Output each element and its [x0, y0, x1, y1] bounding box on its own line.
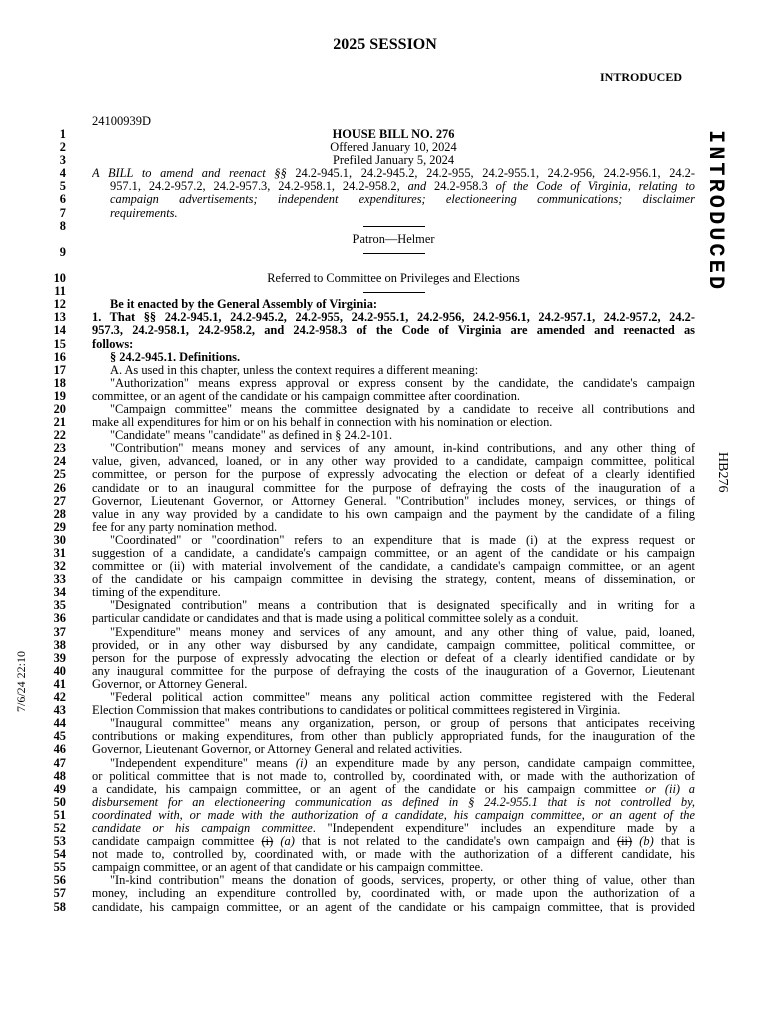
- text-segment: an expenditure made by any person, candidate campaign committee,: [307, 756, 695, 770]
- line-number: 8: [59, 218, 66, 233]
- text-segment: (ii): [616, 835, 633, 849]
- bill-line: [36, 141, 696, 154]
- bill-line: [36, 193, 696, 206]
- line-number: 45: [53, 729, 66, 744]
- line-text: committee, or person for the purpose of expressly advocating the election or defeat of a clearly identified: [92, 468, 695, 482]
- line-text: "In-kind contribution" means the donation of goods, services, property, or other thing of value, other than: [110, 874, 695, 888]
- bill-line: [36, 560, 696, 573]
- document-id: 24100939D: [92, 114, 152, 128]
- line-text: "Federal political action committee" means any political action committee registered with the Federal: [110, 691, 695, 705]
- line-text: Referred to Committee on Privileges and Elections: [267, 272, 520, 286]
- line-number: 57: [53, 886, 66, 901]
- text-segment: 24.2-958.3: [426, 180, 496, 194]
- line-number: 48: [53, 768, 66, 783]
- text-segment: 957.1, 24.2-957.2, 24.2-957.3, 24.2-958.1, 24.2-958.2,: [110, 180, 408, 194]
- bill-line: [36, 207, 696, 220]
- line-text: Governor, Lieutenant Governor, or Attorney General and related activities.: [92, 743, 463, 757]
- bill-line: [36, 809, 696, 822]
- line-number: 29: [53, 519, 66, 534]
- bill-line: [36, 639, 696, 652]
- bill-line: [36, 508, 696, 521]
- line-number: 17: [53, 362, 66, 377]
- line-number: 1: [59, 127, 66, 141]
- bill-line: [36, 691, 696, 704]
- line-number: 39: [53, 650, 66, 665]
- bill-line: [36, 586, 696, 599]
- bill-line: [36, 416, 696, 429]
- line-number: 14: [53, 323, 66, 338]
- line-number: 37: [53, 624, 66, 639]
- line-number: 46: [53, 742, 66, 757]
- bill-line: [36, 901, 696, 914]
- line-text: or political committee that is not made to, controlled by, coordinated with, or made with the authorization of: [92, 769, 695, 783]
- line-number: 54: [53, 847, 66, 862]
- text-segment: . "Independent expenditure" includes an expenditure made by a: [312, 821, 695, 835]
- separator-rule: [92, 285, 695, 298]
- line-text: committee or (ii) with material involvement of the candidate, a candidate's campaign committee, or an agent: [92, 560, 695, 574]
- line-text: "Campaign committee" means the committee designated by a candidate to receive all contributions and: [110, 402, 695, 416]
- line-number: 58: [53, 899, 66, 914]
- line-text: "Inaugural committee" means any organization, person, or group of persons that anticipates receiving: [110, 717, 695, 731]
- line-number: 44: [53, 716, 66, 731]
- line-text: HOUSE BILL NO. 276: [332, 128, 455, 141]
- bill-line: [36, 482, 696, 495]
- line-text: candidate or to an inaugural committee for the purpose of defraying the costs of the inauguration of a: [92, 481, 695, 495]
- bill-line: [36, 861, 696, 874]
- bill-line: [36, 521, 696, 534]
- line-text: "Contribution" means money and services of any amount, in-kind contributions, and any other thing of: [110, 442, 695, 456]
- bill-line: [36, 599, 696, 612]
- bill-line: [36, 128, 696, 141]
- line-text: value in any way provided by a candidate to his own campaign and the payment by the candidate of a filing: [92, 507, 695, 521]
- bill-line: [36, 743, 696, 756]
- line-text: [92, 167, 695, 180]
- line-number: 27: [53, 493, 66, 508]
- bill-line: [36, 887, 696, 900]
- line-number: 51: [53, 807, 66, 822]
- line-text: particular candidate or candidates and that is made using a political committee solely as a conduit.: [92, 612, 579, 626]
- bill-line: [36, 167, 696, 180]
- bill-line: [36, 730, 696, 743]
- bill-line: [36, 377, 696, 390]
- line-number: 21: [53, 415, 66, 430]
- bill-line: [36, 390, 696, 403]
- line-number: 15: [53, 336, 66, 351]
- bill-line: [36, 704, 696, 717]
- bill-line: [36, 770, 696, 783]
- session-header: 2025 SESSION: [333, 36, 437, 53]
- line-number: 40: [53, 663, 66, 678]
- bill-line: [36, 626, 696, 639]
- bill-line: [36, 757, 696, 770]
- text-segment: that is: [653, 835, 695, 849]
- line-text: [110, 757, 695, 770]
- line-number: 33: [53, 572, 66, 587]
- text-segment: (i): [295, 756, 308, 770]
- bill-text: [36, 128, 696, 914]
- bill-line: [36, 796, 696, 809]
- line-text: any inaugural committee for the purpose of defraying the costs of the inauguration of a Governor, Lieutenant: [92, 664, 695, 678]
- text-segment: a candidate, his campaign committee, or an agent of the candidate or his campaign committee: [92, 782, 646, 796]
- bill-line: [36, 311, 696, 324]
- line-text: "Designated contribution" means a contribution that is designated specifically and in writing for a: [110, 599, 695, 613]
- line-text: 1. That §§ 24.2-945.1, 24.2-945.2, 24.2-955, 24.2-955.1, 24.2-956, 24.2-956.1, 24.2-957.1, 24.2-957.2, 24.2-: [92, 311, 695, 325]
- bill-line: [36, 403, 696, 416]
- line-text: "Authorization" means express approval or express consent by the candidate, the candidate's campaign: [110, 376, 695, 390]
- text-segment: (i): [261, 835, 274, 849]
- line-number: 50: [53, 794, 66, 809]
- side-introduced-label: INTRODUCED: [703, 130, 728, 293]
- bill-line: [36, 495, 696, 508]
- line-number: 43: [53, 703, 66, 718]
- line-number: 49: [53, 781, 66, 796]
- line-text: Patron—Helmer: [352, 232, 435, 246]
- line-text: A. As used in this chapter, unless the context requires a different meaning:: [110, 363, 479, 377]
- line-number: 18: [53, 375, 66, 390]
- bill-line: [36, 835, 696, 848]
- line-text: Offered January 10, 2024: [330, 141, 457, 155]
- line-text: "Coordinated" or "coordination" refers to an expenditure that is made (i) at the express request or: [110, 533, 695, 547]
- bill-line: [36, 455, 696, 468]
- bill-line: [36, 338, 696, 351]
- line-text: suggestion of a candidate, a candidate's campaign committee, or an agent of the candidate or his campaign: [92, 547, 695, 560]
- line-number: 3: [59, 153, 66, 168]
- line-number: 35: [53, 598, 66, 613]
- text-segment: A BILL to amend and reenact §§: [92, 167, 296, 181]
- line-text: 957.3, 24.2-958.1, 24.2-958.2, and 24.2-958.3 of the Code of Virginia are amended and reenacted as: [92, 324, 695, 338]
- line-text: Be it enacted by the General Assembly of Virginia:: [110, 298, 378, 312]
- line-number: 9: [59, 244, 66, 259]
- line-text: make all expenditures for him or on his behalf in connection with his nomination or election.: [92, 416, 553, 430]
- bill-line: [36, 154, 696, 167]
- bill-line: [36, 180, 696, 193]
- line-number: 12: [53, 297, 66, 312]
- line-number: 10: [53, 271, 66, 286]
- bill-line: [36, 652, 696, 665]
- bill-line: [36, 783, 696, 796]
- text-segment: or (ii) a: [645, 782, 695, 796]
- bill-line: [36, 246, 696, 259]
- line-number: 16: [53, 349, 66, 364]
- text-segment: candidate campaign committee: [92, 835, 262, 849]
- line-number: 34: [53, 585, 66, 600]
- line-text: value, given, advanced, loaned, or in any other way provided to a candidate, campaign committee, political: [92, 455, 695, 469]
- bill-line: [36, 822, 696, 835]
- line-text: of the candidate or his campaign committee in devising the strategy, content, means of dissemination, or: [92, 573, 695, 587]
- bill-line: [36, 429, 696, 442]
- bill-line: [36, 272, 696, 285]
- line-text: campaign advertisements; independent expenditures; electioneering communications; disclaimer: [110, 193, 695, 207]
- side-bill-code: HB276: [715, 452, 730, 493]
- line-text: money, including an expenditure controlled by, coordinated with, or made upon the authorization of a: [92, 887, 695, 901]
- line-number: 11: [54, 284, 66, 299]
- line-text: requirements.: [110, 206, 178, 220]
- line-number: 26: [53, 480, 66, 495]
- line-text: candidate, his campaign committee, or an agent of the candidate or his campaign committee, that is provided: [92, 900, 695, 914]
- line-number: 19: [53, 388, 66, 403]
- bill-line: [36, 233, 696, 246]
- separator-rule: [92, 220, 695, 233]
- line-number: 4: [59, 166, 66, 181]
- bill-line: [36, 717, 696, 730]
- bill-line: [36, 573, 696, 586]
- line-text: "Candidate" means "candidate" as defined in § 24.2-101.: [110, 429, 393, 443]
- line-number: 56: [53, 873, 66, 888]
- bill-line: [36, 442, 696, 455]
- bill-line: [36, 534, 696, 547]
- line-text: Governor, Lieutenant Governor, or Attorney General. "Contribution" includes money, services, or things of: [92, 494, 695, 508]
- line-number: 13: [53, 310, 66, 325]
- line-text: person for the purpose of expressly advocating the election or defeat of a clearly identified candidate or by: [92, 651, 695, 665]
- line-number: 41: [53, 676, 66, 691]
- line-number: 30: [53, 532, 66, 547]
- bill-line: [36, 848, 696, 861]
- separator-rule: [92, 246, 695, 259]
- text-segment: and: [407, 180, 427, 194]
- line-text: [110, 180, 695, 193]
- line-number: 20: [53, 401, 66, 416]
- line-text: committee, or an agent of the candidate or his campaign committee after coordination.: [92, 389, 521, 403]
- line-number: 22: [53, 428, 66, 443]
- line-text: § 24.2-945.1. Definitions.: [110, 350, 241, 364]
- line-number: 36: [53, 611, 66, 626]
- line-number: 55: [53, 860, 66, 875]
- bill-line: [36, 547, 696, 560]
- text-segment: candidate or his campaign committee: [92, 821, 313, 835]
- line-text: Governor, or Attorney General.: [92, 677, 248, 691]
- line-number: 6: [59, 192, 66, 207]
- line-text: follows:: [92, 337, 134, 351]
- line-number: 47: [53, 755, 66, 770]
- bill-line: [36, 874, 696, 887]
- line-text: timing of the expenditure.: [92, 586, 221, 600]
- line-number: 28: [53, 506, 66, 521]
- text-segment: (b): [639, 835, 654, 849]
- line-text: not made to, controlled by, coordinated with, or made with the authorization of a different candidate, his: [92, 848, 695, 862]
- bill-line: [36, 324, 696, 337]
- text-segment: (a): [280, 835, 295, 849]
- line-text: contributions or making expenditures, from other than publicly appropriated funds, for the inauguration of the: [92, 730, 695, 744]
- line-text: fee for any party nomination method.: [92, 520, 278, 534]
- bill-line: [36, 468, 696, 481]
- bill-line: [36, 364, 696, 377]
- bill-line: [36, 298, 696, 311]
- line-number: 24: [53, 454, 66, 469]
- text-segment: that is not related to the candidate's own campaign and: [294, 835, 617, 849]
- text-segment: "Independent expenditure" means: [110, 756, 296, 770]
- line-text: coordinated with, or made with the authorization of a candidate, his campaign committee, or an agent of the: [92, 808, 695, 822]
- line-number: 7: [59, 205, 66, 220]
- side-print-stamp: 7/6/24 22:10: [14, 650, 28, 712]
- line-number: 52: [53, 820, 66, 835]
- text-segment: 24.2-945.1, 24.2-945.2, 24.2-955, 24.2-955.1, 24.2-956, 24.2-956.1, 24.2-: [295, 167, 695, 181]
- bill-line: [36, 285, 696, 298]
- line-number: 5: [59, 179, 66, 194]
- bill-line: [36, 259, 696, 272]
- line-number: 31: [53, 546, 66, 560]
- line-text: "Expenditure" means money and services of any amount, and any other thing of value, paid, loaned,: [110, 625, 695, 639]
- line-number: 23: [53, 441, 66, 456]
- status-label: INTRODUCED: [600, 70, 683, 84]
- line-text: campaign committee, or an agent of that candidate or his campaign committee.: [92, 861, 484, 875]
- line-text: Prefiled January 5, 2024: [332, 154, 455, 168]
- line-text: [92, 835, 695, 848]
- bill-line: [36, 220, 696, 233]
- bill-line: [36, 612, 696, 625]
- text-segment: of the Code of Virginia, relating to: [495, 180, 695, 194]
- bill-line: [36, 678, 696, 691]
- line-text: [92, 822, 695, 835]
- line-text: [92, 783, 695, 796]
- bill-line: [36, 665, 696, 678]
- bill-line: [36, 351, 696, 364]
- line-number: 38: [53, 637, 66, 652]
- line-number: 42: [53, 690, 66, 705]
- line-text: provided, or in any other way disbursed by any candidate, campaign committee, political committee, or: [92, 638, 695, 652]
- line-text: disbursement for an electioneering communication as defined in § 24.2-955.1 that is not controlled by,: [92, 795, 695, 809]
- line-number: 53: [53, 834, 66, 849]
- line-text: Election Commission that makes contributions to candidates or political committees registered in Virginia.: [92, 704, 621, 718]
- line-number: 25: [53, 467, 66, 482]
- line-number: 32: [53, 559, 66, 574]
- line-number: 2: [59, 140, 66, 155]
